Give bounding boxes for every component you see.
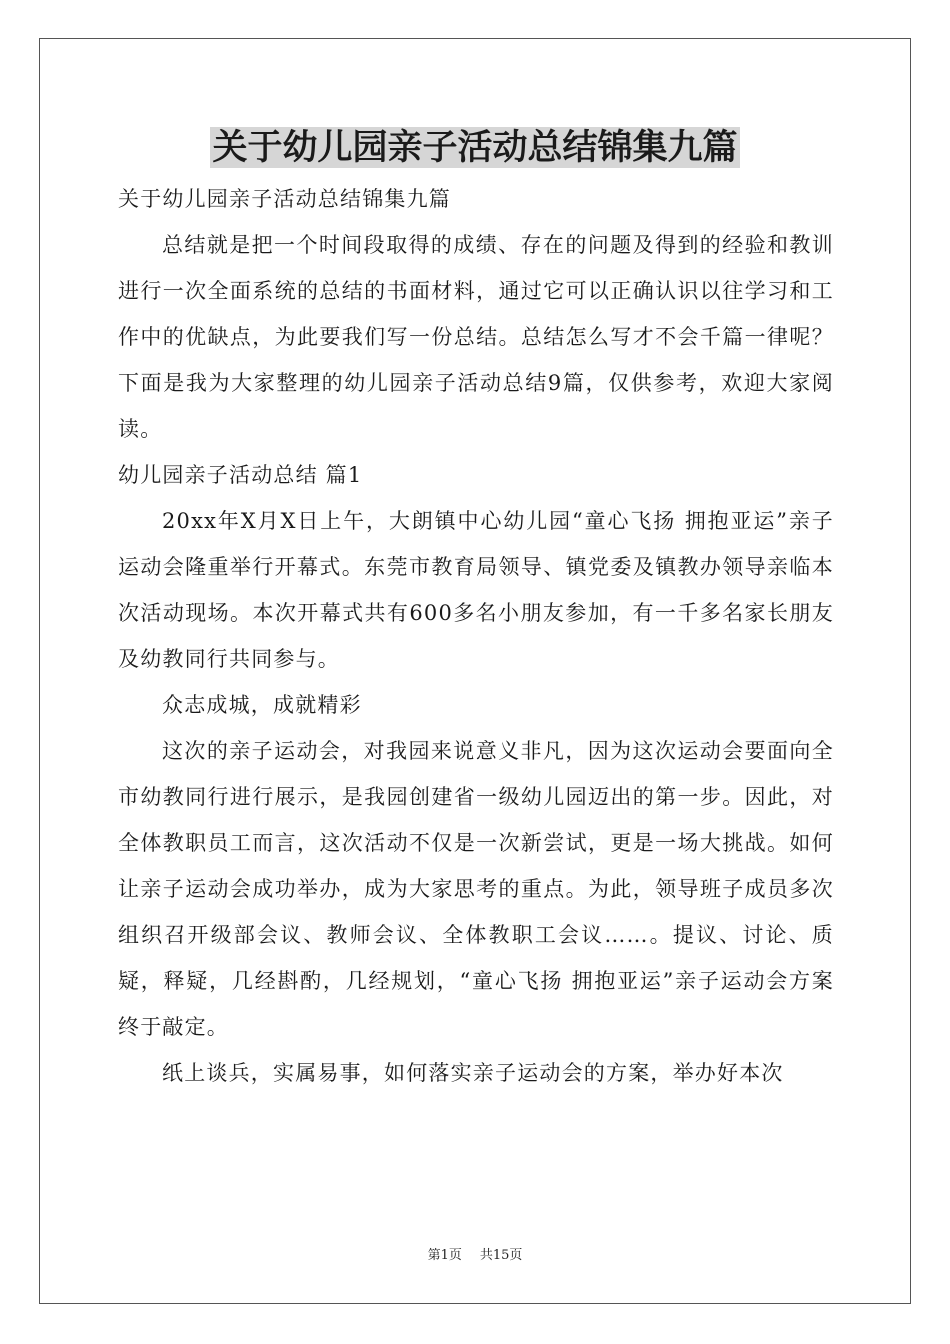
section-heading: 幼儿园亲子活动总结 篇1 <box>118 463 363 487</box>
page-footer <box>0 1246 950 1266</box>
body-paragraph: 这次的亲子运动会，对我园来说意义非凡，因为这次运动会要面向全市幼教同行进行展示，是我园创建省一级幼儿园迈出的第一步。因此，对全体教职员工而言，这次活动不仅是一次新尝试，更是一场大挑战。如何让亲子运动会成功举办，成为大家思考的重点。为此，领导班子成员多次组织召开级部会议、教师会议、全体教职工会议……。提议、讨论、质疑，释疑，几经斟酌，几经规划，“童心飞扬 拥抱亚运”亲子运动会方案终于敲定。 <box>118 739 834 1039</box>
document-subtitle: 关于幼儿园亲子活动总结锦集九篇 <box>118 187 451 211</box>
body-paragraph: 纸上谈兵，实属易事，如何落实亲子运动会的方案，举办好本次 <box>162 1061 784 1085</box>
page-number: 第1页 <box>427 1248 462 1263</box>
page-total: 共15页 <box>479 1248 523 1263</box>
subheading: 众志成城，成就精彩 <box>162 693 362 717</box>
document-body <box>118 176 834 1096</box>
intro-paragraph: 总结就是把一个时间段取得的成绩、存在的问题及得到的经验和教训进行一次全面系统的总结的书面材料，通过它可以正确认识以往学习和工作中的优缺点，为此要我们写一份总结。总结怎么写才不会千篇一律呢？下面是我为大家整理的幼儿园亲子活动总结9篇，仅供参考，欢迎大家阅读。 <box>118 233 834 441</box>
document-title: 关于幼儿园亲子活动总结锦集九篇 <box>212 127 738 168</box>
body-paragraph: 20xx年X月X日上午，大朗镇中心幼儿园“童心飞扬 拥抱亚运”亲子运动会隆重举行开幕式。东莞市教育局领导、镇党委及镇教办领导亲临本次活动现场。本次开幕式共有600多名小朋友参加，有一千多名家长朋友及幼教同行共同参与。 <box>118 509 834 671</box>
